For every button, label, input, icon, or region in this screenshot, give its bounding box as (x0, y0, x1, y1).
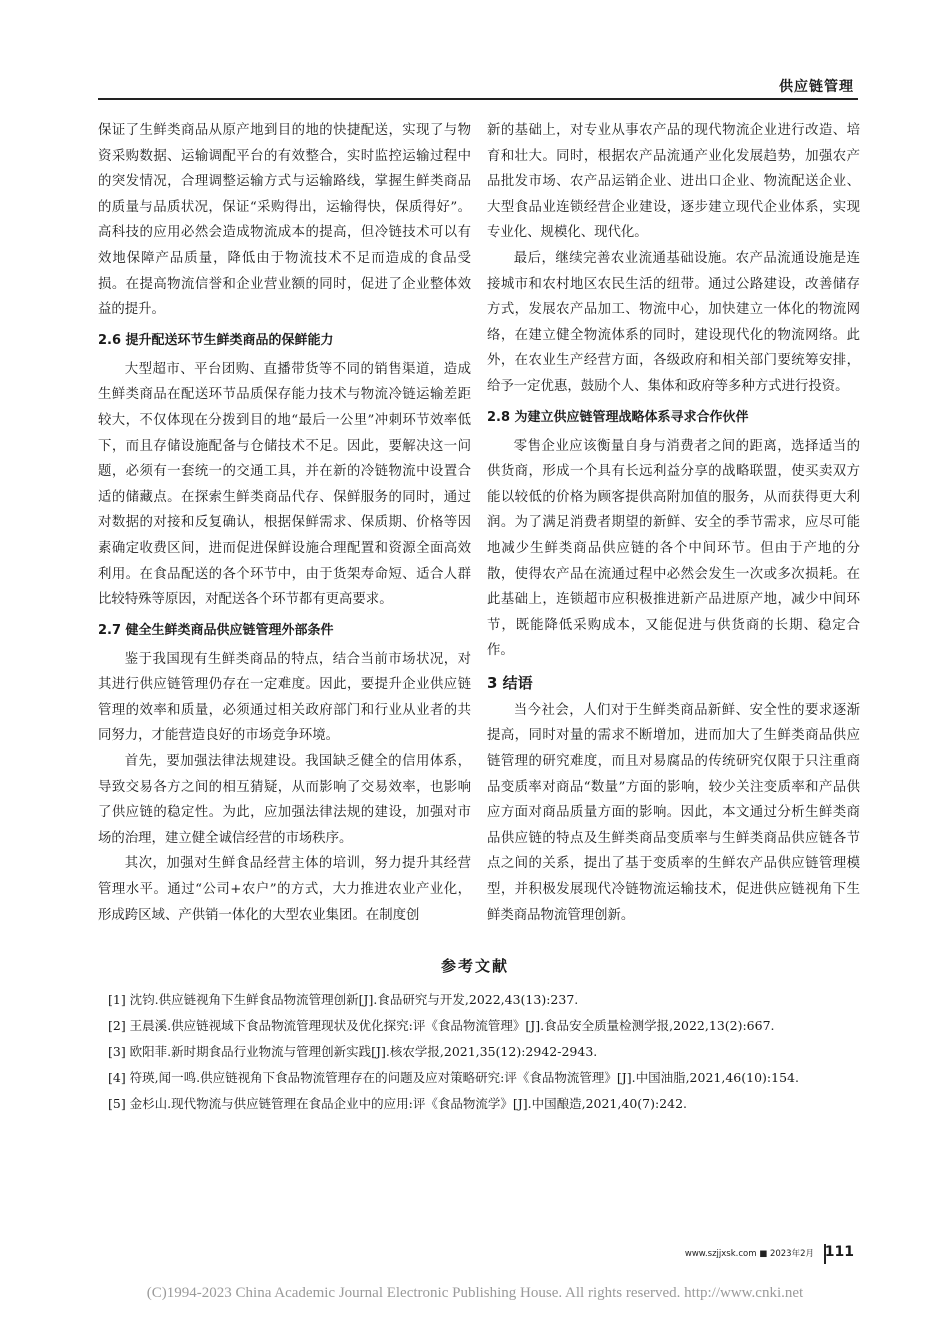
body-paragraph: 保证了生鲜类商品从原产地到目的地的快捷配送，实现了与物资采购数据、运输调配平台的有效整合，实时监控运输过程中的突发情况，合理调整运输方式与运输路线，掌握生鲜类商品的质量与品质状况，保证“采购得出，运输得快，保质得好”。高科技的应用必然会造成物流成本的提高，但冷链技术可以有效地保障产品质量，降低由于物流技术不足而造成的食品受损。在提高物流信誉和企业营业额的同时，促进了企业整体效益的提升。 (98, 123, 471, 318)
section-heading: 2.6 提升配送环节生鲜类商品的保鲜能力 (98, 332, 334, 348)
running-title: 供应链管理 (779, 79, 854, 95)
body-paragraph: 大型超市、平台团购、直播带货等不同的销售渠道，造成生鲜类商品在配送环节品质保存能力技术与物流冷链运输差距较大，不仅体现在分拨到目的地“最后一公里”冲刺环节效率低下，而且存储设施配备与仓储技术不足。因此，要解决这一问题，必须有一套统一的交通工具，并在新的冷链物流中设置合适的储藏点。在探索生鲜类商品代存、保鲜服务的同时，通过对数据的对接和反复确认，根据保鲜需求、保质期、价格等因素确定收费区间，进而促进保鲜设施合理配置和资源全面高效利用。在食品配送的各个环节中，由于货架寿命短、适合人群比较特殊等原因，对配送各个环节都有更高要求。 (98, 361, 471, 608)
left-column (98, 118, 471, 928)
reference-item: [2] 王晨溪.供应链视域下食品物流管理现状及优化探究:评《食品物流管理》[J].食品安全质量检测学报,2022,13(2):667. (108, 1018, 775, 1033)
reference-item: [3] 欧阳菲.新时期食品行业物流与管理创新实践[J].核农学报,2021,35(12):2942-2943. (108, 1044, 598, 1059)
body-paragraph: 零售企业应该衡量自身与消费者之间的距离，选择适当的供货商，形成一个具有长远利益分享的战略联盟，使买卖双方能以较低的价格为顾客提供高附加值的服务，从而获得更大利润。为了满足消费者期望的新鲜、安全的季节需求，应尽可能地减少生鲜类商品供应链的各个中间环节。但由于产地的分散，使得农产品在流通过程中必然会发生一次或多次损耗。在此基础上，连锁超市应积极推进新产品进原产地，减少中间环节，既能降低采购成本，又能促进与供货商的长期、稳定合作。 (487, 438, 860, 659)
journal-website-date: www.szjjxsk.com ■ 2023年2月 (684, 1249, 814, 1259)
body-paragraph: 其次，加强对生鲜食品经营主体的培训，努力提升其经营管理水平。通过“公司+农户”的方式，大力推进农业产业化，形成跨区域、产供销一体化的大型农业集团。在制度创 (98, 856, 471, 923)
body-paragraph: 新的基础上，对专业从事农产品的现代物流企业进行改造、培育和壮大。同时，根据农产品流通产业化发展趋势，加强农产品批发市场、农产品运销企业、进出口企业、物流配送企业、大型食品业连锁经营企业建设，逐步建立现代企业体系，实现专业化、规模化、现代化。 (487, 123, 860, 241)
copyright-watermark: (C)1994-2023 China Academic Journal Electronic Publishing House. All rights reserved. http://www.cnki.net (146, 1285, 804, 1301)
right-column (487, 118, 860, 928)
body-paragraph: 最后，继续完善农业流通基础设施。农产品流通设施是连接城市和农村地区农民生活的纽带。通过公路建设，改善储存方式，发展农产品加工、物流中心，加快建立一体化的物流网络，在建立健全物流体系的同时，建设现代化的物流网络。此外，在农业生产经营方面，各级政府和相关部门要统筹安排，给予一定优惠，鼓励个人、集体和政府等多种方式进行投资。 (487, 250, 860, 394)
section-heading: 2.8 为建立供应链管理战略体系寻求合作伙伴 (487, 409, 749, 425)
reference-item: [1] 沈钧.供应链视角下生鲜食品物流管理创新[J].食品研究与开发,2022,43(13):237. (108, 992, 579, 1007)
references-title: 参考文献 (440, 957, 509, 975)
section-heading: 3 结语 (487, 673, 533, 692)
page-header (98, 60, 858, 100)
body-paragraph: 鉴于我国现有生鲜类商品的特点，结合当前市场状况，对其进行供应链管理仍存在一定难度。因此，要提升企业供应链管理的效率和质量，必须通过相关政府部门和行业从业者的共同努力，才能营造良好的市场竞争环境。 (98, 651, 471, 744)
page-number: 111 (824, 1244, 854, 1260)
reference-list (108, 990, 856, 1120)
body-paragraph: 首先，要加强法律法规建设。我国缺乏健全的信用体系，导致交易各方之间的相互猜疑，从而影响了交易效率，也影响了供应链的稳定性。为此，应加强法律法规的建设，加强对市场的治理，建立健全诚信经营的市场秩序。 (98, 754, 471, 846)
reference-item: [5] 金杉山.现代物流与供应链管理在食品企业中的应用:评《食品物流学》[J].中国酿造,2021,40(7):242. (108, 1096, 688, 1111)
reference-item: [4] 符瑛,闻一鸣.供应链视角下食品物流管理存在的问题及应对策略研究:评《食品物流管理》[J].中国油脂,2021,46(10):154. (108, 1070, 799, 1085)
page-footer (98, 1244, 858, 1264)
body-paragraph: 当今社会，人们对于生鲜类商品新鲜、安全性的要求逐渐提高，同时对量的需求不断增加，进而加大了生鲜类商品供应链管理的研究难度，而且对易腐品的传统研究仅限于只注重商品变质率对商品“数量”方面的影响，较少关注变质率和产品供应方面对商品质量方面的影响。因此，本文通过分析生鲜类商品供应链的特点及生鲜类商品变质率与生鲜类商品供应链各节点之间的关系，提出了基于变质率的生鲜农产品供应链管理模型，并积极发展现代冷链物流运输技术，促进供应链视角下生鲜类商品物流管理创新。 (487, 702, 860, 923)
section-heading: 2.7 健全生鲜类商品供应链管理外部条件 (98, 622, 334, 638)
